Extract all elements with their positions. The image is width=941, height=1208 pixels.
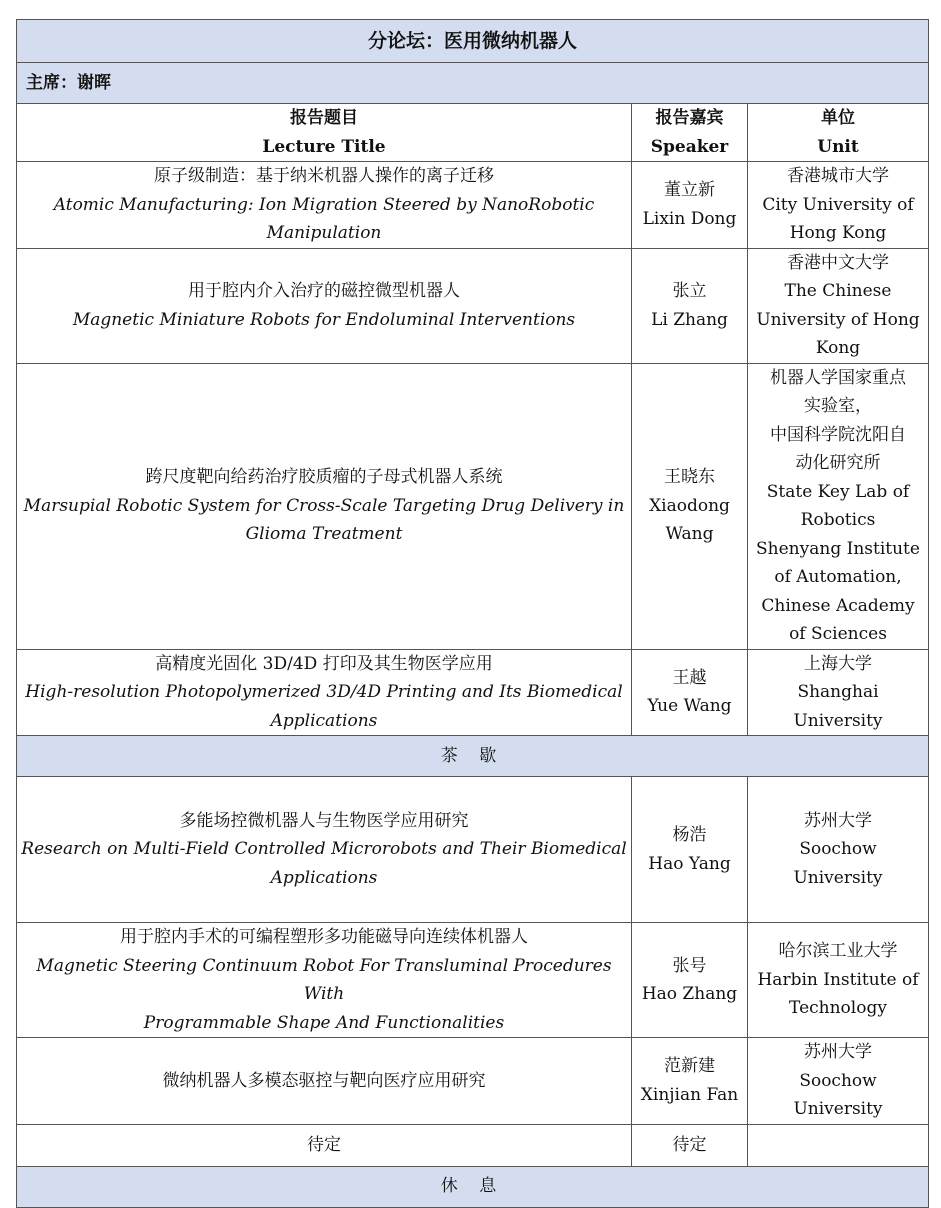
header-speaker: [632, 104, 748, 162]
speaker-name-line: 杨浩: [672, 825, 707, 845]
rest-break: 休 息: [17, 1166, 929, 1207]
header-title-en: Lecture Title: [262, 136, 386, 157]
header-unit-cn: 单位: [821, 108, 855, 128]
talk-title-cn: 微纳机器人多模态驱控与靶向医疗应用研究: [162, 1070, 486, 1091]
talk-speaker: [632, 1038, 748, 1125]
talk-title-en: Applications: [270, 867, 378, 888]
talk-title-cn: 用于腔内手术的可编程塑形多功能磁导向连续体机器人: [120, 927, 528, 947]
talk-title: [17, 363, 632, 649]
unit-line: City University of: [762, 194, 914, 215]
talk-speaker: [632, 923, 748, 1038]
talk-row: [17, 162, 929, 249]
unit-line: University: [793, 867, 883, 888]
tbd-speaker: 待定: [632, 1124, 748, 1166]
talk-row: [17, 248, 929, 363]
talk-unit: [748, 777, 929, 923]
unit-line: 苏州大学: [804, 1042, 872, 1062]
unit-line: Kong: [815, 338, 861, 358]
header-speaker-cn: 报告嘉宾: [655, 108, 724, 128]
session-title-row: [17, 20, 929, 63]
session-chair: 主席：谢晖: [17, 63, 929, 104]
talk-title-cn: 用于腔内介入治疗的磁控微型机器人: [188, 281, 460, 301]
rest-row: [17, 1166, 929, 1207]
unit-line: Technology: [789, 998, 887, 1019]
speaker-name-line: 王越: [672, 667, 707, 688]
speaker-name-line: Lixin Dong: [642, 208, 737, 229]
talk-unit: [748, 1038, 929, 1125]
talk-row: [17, 923, 929, 1038]
unit-line: University: [793, 710, 883, 731]
speaker-name-line: 张号: [672, 955, 707, 976]
unit-line: Chinese Academy: [761, 595, 915, 616]
talk-row: [17, 777, 929, 923]
speaker-name-line: Xiaodong: [649, 495, 730, 516]
talk-title: [17, 1038, 632, 1125]
tbd-title: 待定: [17, 1124, 632, 1166]
speaker-name-line: 王晓东: [664, 467, 715, 488]
talk-title: [17, 923, 632, 1038]
talk-speaker: [632, 162, 748, 249]
talk-unit: [748, 248, 929, 363]
talk-row: [17, 1038, 929, 1125]
talk-unit: [748, 363, 929, 649]
speaker-name-line: Yue Wang: [647, 696, 732, 717]
talk-title: [17, 248, 632, 363]
talk-row: [17, 363, 929, 649]
tbd-row: [17, 1124, 929, 1166]
talk-title-en: Magnetic Steering Continuum Robot For Transluminal Procedures With: [36, 955, 612, 1004]
unit-line: 中国科学院沈阳自: [770, 424, 906, 445]
session-title: 分论坛：医用微纳机器人: [17, 20, 929, 63]
speaker-name-line: Xinjian Fan: [640, 1084, 739, 1105]
unit-line: 哈尔滨工业大学: [778, 941, 898, 962]
talk-speaker: [632, 363, 748, 649]
speaker-name-line: Li Zhang: [651, 309, 728, 330]
header-unit: [748, 104, 929, 162]
talk-title-cn: 原子级制造：基于纳米机器人操作的离子迁移: [154, 166, 494, 186]
speaker-name-line: Wang: [665, 524, 714, 545]
talk-title-en: Applications: [270, 710, 378, 731]
talk-speaker: [632, 248, 748, 363]
unit-line: of Automation,: [774, 567, 902, 587]
unit-line: 动化研究所: [795, 453, 881, 473]
unit-line: Shanghai: [797, 682, 879, 702]
talk-unit: [748, 162, 929, 249]
header-title-cn: 报告题目: [290, 108, 358, 128]
unit-line: State Key Lab of: [766, 481, 910, 502]
unit-line: 香港城市大学: [787, 166, 889, 186]
talk-title: [17, 162, 632, 249]
talk-title-en: Marsupial Robotic System for Cross-Scale Targeting Drug Delivery in: [23, 495, 625, 516]
schedule-table: [16, 19, 929, 1208]
talk-title-en: Atomic Manufacturing: Ion Migration Steered by NanoRobotic: [53, 194, 595, 215]
unit-line: University: [793, 1099, 883, 1119]
header-lecture-title: [17, 104, 632, 162]
tea-break-row: [17, 736, 929, 777]
unit-line: 机器人学国家重点: [770, 367, 906, 388]
talk-title-cn: 多能场控微机器人与生物医学应用研究: [179, 810, 469, 831]
talk-title: [17, 649, 632, 736]
tea-break: 茶 歇: [17, 736, 929, 777]
speaker-name-line: 董立新: [664, 180, 715, 201]
unit-line: Hong Kong: [789, 223, 887, 243]
speaker-name-line: 范新建: [664, 1056, 715, 1077]
talk-title-en: Glioma Treatment: [245, 524, 403, 545]
header-unit-en: Unit: [817, 136, 859, 157]
talk-title-en: Magnetic Miniature Robots for Endoluminal Interventions: [72, 309, 576, 330]
tbd-unit: [748, 1124, 929, 1166]
speaker-name-line: Hao Zhang: [641, 984, 738, 1004]
unit-line: University of Hong: [756, 309, 920, 330]
chair-row: [17, 63, 929, 104]
talk-title-en: Manipulation: [266, 223, 382, 243]
unit-line: 香港中文大学: [787, 252, 889, 273]
header-speaker-en: Speaker: [650, 136, 729, 157]
unit-line: The Chinese: [784, 281, 892, 301]
unit-line: Soochow: [799, 1070, 877, 1091]
unit-line: 实验室，: [804, 396, 872, 416]
talk-title-en: Research on Multi-Field Controlled Microrobots and Their Biomedical: [21, 839, 627, 860]
talk-title-cn: 高精度光固化 3D/4D 打印及其生物医学应用: [155, 653, 493, 674]
talk-unit: [748, 923, 929, 1038]
unit-line: 苏州大学: [804, 810, 872, 831]
unit-line: of Sciences: [789, 624, 887, 644]
speaker-name-line: 张立: [672, 281, 707, 301]
talk-title-cn: 跨尺度靶向给药治疗胶质瘤的子母式机器人系统: [145, 467, 503, 488]
talk-unit: [748, 649, 929, 736]
talk-title: [17, 777, 632, 923]
header-row: [17, 104, 929, 162]
speaker-name-line: Hao Yang: [648, 853, 731, 874]
talk-row: [17, 649, 929, 736]
unit-line: Shenyang Institute: [756, 538, 920, 559]
talk-speaker: [632, 649, 748, 736]
forum-schedule: [16, 19, 928, 1208]
talk-title-en: High-resolution Photopolymerized 3D/4D Printing and Its Biomedical: [25, 682, 623, 702]
unit-line: Robotics: [800, 510, 876, 530]
unit-line: 上海大学: [804, 653, 872, 674]
unit-line: Soochow: [799, 839, 877, 860]
unit-line: Harbin Institute of: [757, 969, 919, 990]
talk-speaker: [632, 777, 748, 923]
talk-title-en: Programmable Shape And Functionalities: [143, 1012, 505, 1033]
